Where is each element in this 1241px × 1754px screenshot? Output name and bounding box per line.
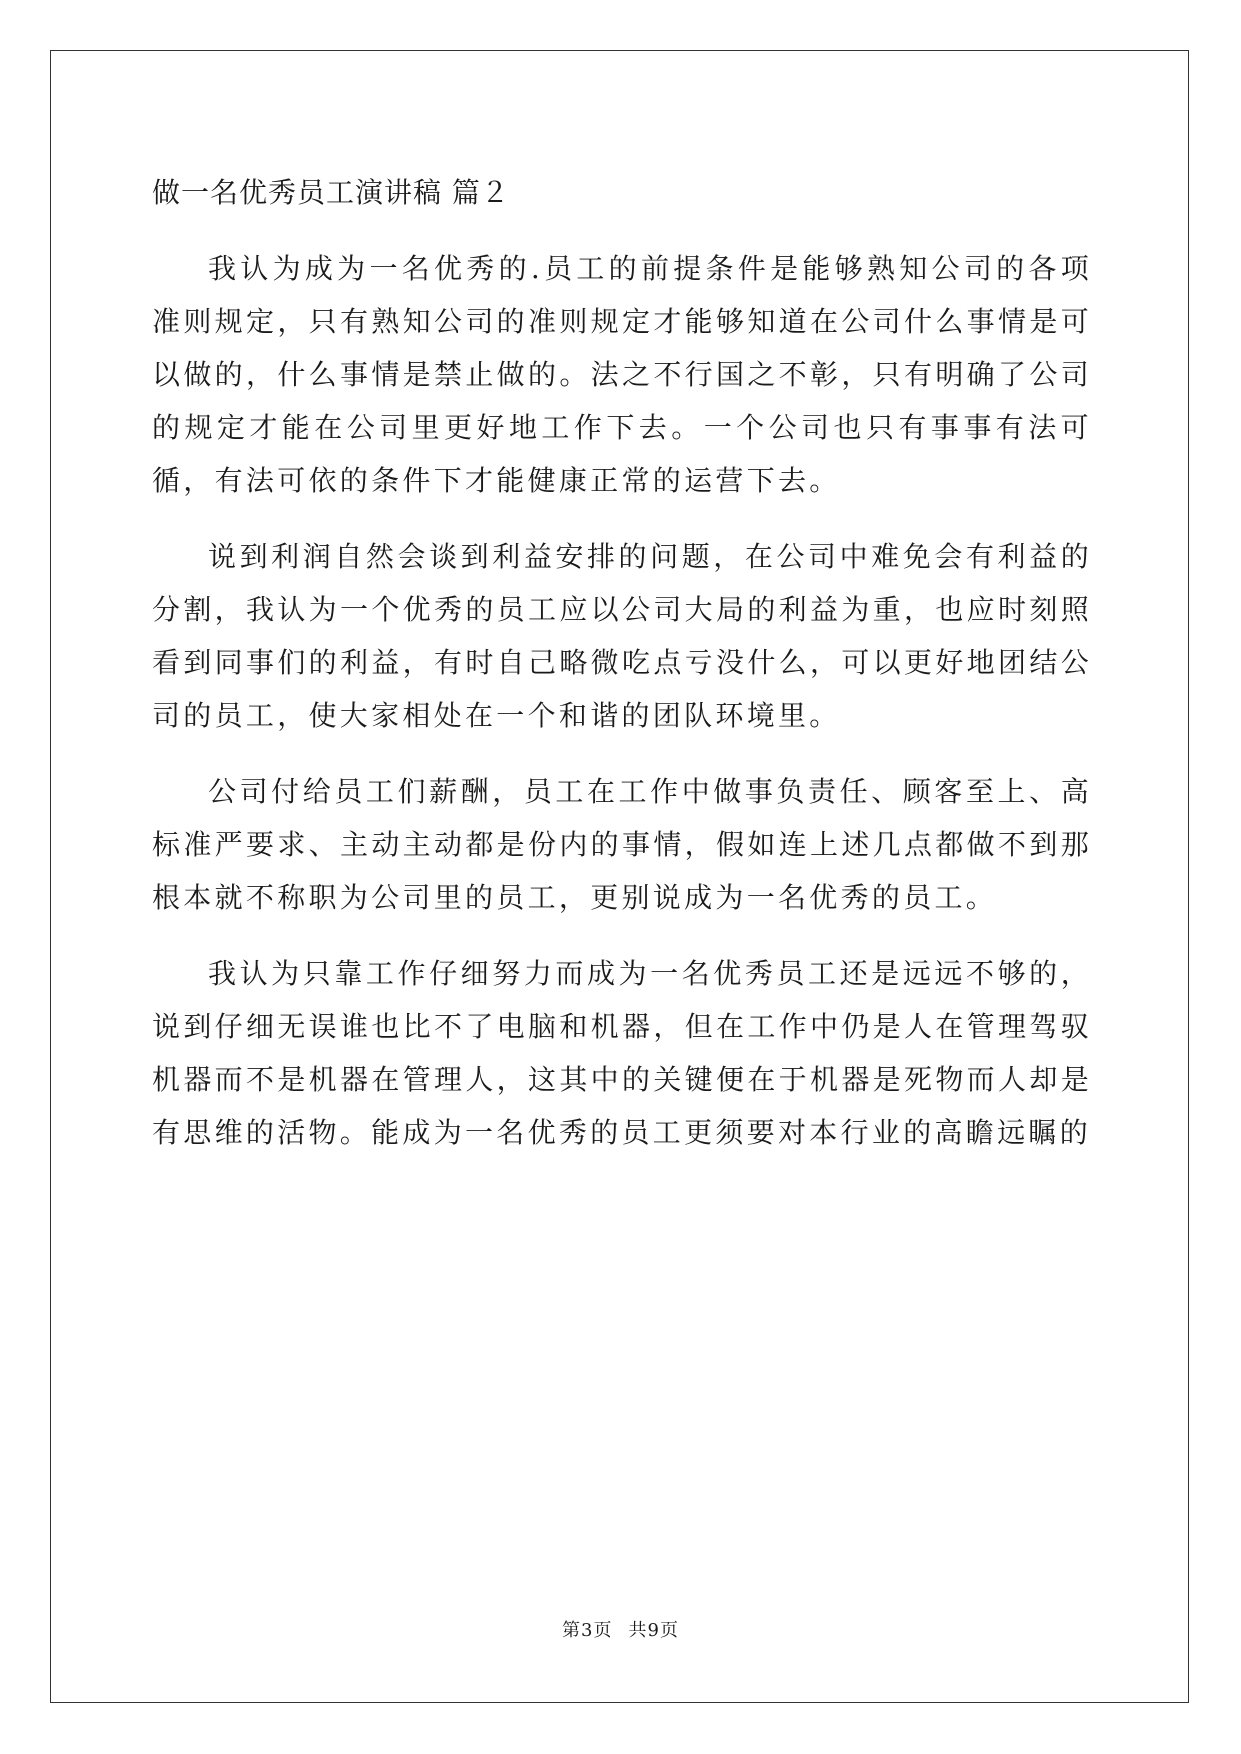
paragraph-1: 我认为成为一名优秀的.员工的前提条件是能够熟知公司的各项准则规定，只有熟知公司的准则规定才能够知道在公司什么事情是可以做的，什么事情是禁止做的。法之不行国之不彰，只有明确了公司的规定才能在公司里更好地工作下去。一个公司也只有事事有法可循，有法可依的条件下才能健康正常的运营下去。	[152, 252, 1092, 497]
document-title: 做一名优秀员工演讲稿 篇２	[152, 176, 510, 209]
page-current: 第3页	[562, 1620, 613, 1641]
paragraph-4: 我认为只靠工作仔细努力而成为一名优秀员工还是远远不够的，说到仔细无误谁也比不了电脑和机器，但在工作中仍是人在管理驾驭机器而不是机器在管理人，这其中的关键便在于机器是死物而人却是有思维的活物。能成为一名优秀的员工更须要对本行业的高瞻远瞩的	[152, 957, 1092, 1149]
paragraph-3: 公司付给员工们薪酬，员工在工作中做事负责任、顾客至上、高标准严要求、主动主动都是份内的事情，假如连上述几点都做不到那根本就不称职为公司里的员工，更别说成为一名优秀的员工。	[152, 775, 1092, 914]
document-body	[152, 166, 1092, 1159]
paragraph-2: 说到利润自然会谈到利益安排的问题，在公司中难免会有利益的分割，我认为一个优秀的员工应以公司大局的利益为重，也应时刻照看到同事们的利益，有时自己略微吃点亏没什么，可以更好地团结公司的员工，使大家相处在一个和谐的团队环境里。	[152, 540, 1092, 732]
page-total: 共9页	[628, 1620, 679, 1641]
page-footer	[0, 1616, 1241, 1642]
